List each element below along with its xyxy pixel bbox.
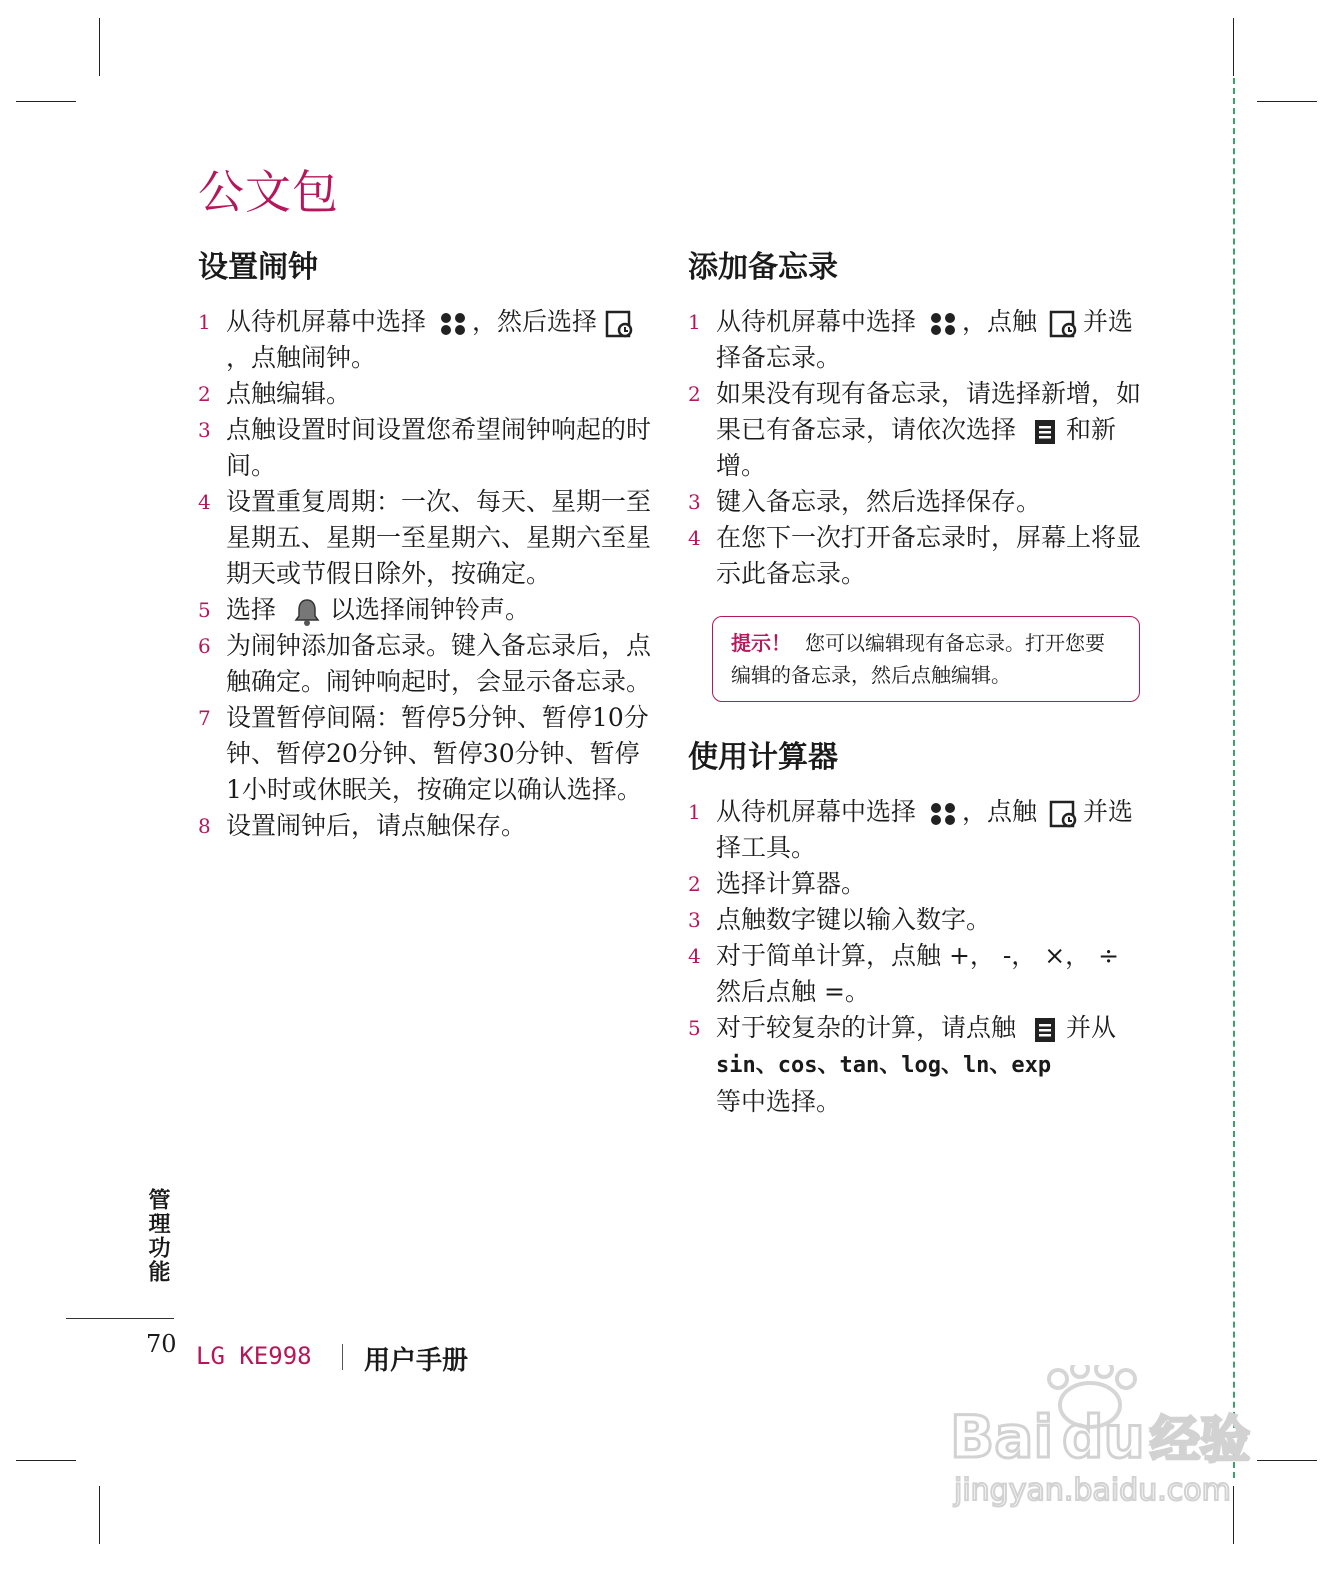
step-number: 3 [688,490,701,514]
step-text: 在您下一次打开备忘录时，屏幕上将显示此备忘录。 [716,523,1142,588]
step-number: 4 [688,944,701,968]
step-text: 等中选择。 [716,1087,842,1116]
step-text: 设置闹钟后，请点触保存。 [226,811,527,840]
organiser-icon [1049,800,1079,828]
step-text: 点触编辑。 [226,379,352,408]
step-text: ，点触 [961,307,1037,336]
step-number: 5 [198,598,211,622]
baidu-watermark-logo [940,1365,1270,1515]
step-text: 键入备忘录，然后选择保存。 [716,487,1042,516]
step-number: 4 [198,490,211,514]
step-number: 4 [688,526,701,550]
memo-steps [688,304,1143,592]
list-item [688,304,1143,376]
footer-divider [66,1318,174,1319]
footer-manual-title: 用户手册 [364,1346,469,1376]
crop-mark [99,18,100,76]
step-number: 3 [198,418,211,442]
list-item [198,376,653,412]
step-text: 以选择闹钟铃声。 [329,595,530,624]
organiser-icon [605,310,635,338]
step-text: 从待机屏幕中选择 [716,797,917,826]
step-text: 和新增。 [716,415,1116,480]
alarm-steps [198,304,653,844]
step-text: 并选择工具。 [716,797,1133,862]
step-number: 2 [198,382,211,406]
list-item [688,902,1143,938]
chapter-side-label: 管理功能 [145,1188,170,1284]
bell-icon [294,598,320,626]
step-text: 从待机屏幕中选择 [716,307,917,336]
step-text: 点触数字键以输入数字。 [716,905,992,934]
list-item [688,866,1143,902]
step-number: 3 [688,908,701,932]
step-text: 对于较复杂的计算，请点触 [716,1013,1017,1042]
step-text: 设置暂停间隔：暂停5分钟、暂停10分钟、暂停20分钟、暂停30分钟、暂停1小时或休眠关，按确定以确认选择。 [226,703,649,804]
page-title: 公文包 [198,165,339,219]
right-column [688,248,1143,1120]
step-text: 选择 [226,595,277,624]
calculator-heading: 使用计算器 [688,740,838,775]
calculator-section [688,738,1143,1120]
options-menu-icon [1034,1017,1056,1043]
list-item [198,484,653,592]
fold-guide-line [1233,78,1235,1478]
step-text: ，点触 [961,797,1037,826]
svg-text:经验: 经验 [1150,1411,1250,1469]
crop-mark [16,101,76,102]
alarm-heading: 设置闹钟 [198,250,318,285]
crop-mark [16,1460,76,1461]
step-text: ，点触闹钟。 [226,343,377,372]
step-number: 5 [688,1016,701,1040]
page-number: 70 [146,1330,177,1358]
crop-mark [99,1486,100,1544]
memo-heading: 添加备忘录 [688,250,838,285]
step-text: 对于简单计算，点触 +， -， ×， ÷然后点触 =。 [716,941,1120,1006]
step-text: 点触设置时间设置您希望闹钟响起的时间。 [226,415,652,480]
calculator-steps [688,794,1143,1120]
step-text: ，然后选择 [471,307,597,336]
list-item [688,520,1143,592]
step-text: 为闹钟添加备忘录。键入备忘录后，点触确定。闹钟响起时，会显示备忘录。 [226,631,652,696]
memo-section [688,248,1143,702]
list-item [198,592,653,628]
list-item [198,412,653,484]
tip-box [712,616,1140,702]
list-item [688,1010,1143,1120]
step-text: 并选择备忘录。 [716,307,1133,372]
list-item [198,304,653,376]
menu-grid-icon [438,312,468,336]
list-item [198,808,653,844]
svg-text:jingyan.baidu.com: jingyan.baidu.com [954,1473,1231,1508]
organiser-icon [1049,310,1079,338]
list-item [688,376,1143,484]
step-number: 7 [198,706,211,730]
svg-text:du: du [1062,1403,1145,1471]
footer-model: LG KE998 [196,1342,312,1370]
tip-label: 提示！ [731,631,791,655]
step-number: 1 [688,800,701,824]
alarm-section [198,248,653,844]
list-item [688,794,1143,866]
list-item [688,938,1143,1010]
list-item [198,628,653,700]
crop-mark [1233,18,1234,76]
step-number: 2 [688,872,701,896]
menu-grid-icon [928,802,958,826]
step-number: 1 [198,310,211,334]
step-number: 2 [688,382,701,406]
footer-separator [342,1344,343,1370]
tip-text: 您可以编辑现有备忘录。打开您要编辑的备忘录，然后点触编辑。 [731,631,1105,687]
step-number: 8 [198,814,211,838]
step-text: 从待机屏幕中选择 [226,307,427,336]
step-text: 设置重复周期：一次、每天、星期一至星期五、星期一至星期六、星期六至星期天或节假日除外，按确定。 [226,487,652,588]
step-number: 6 [198,634,211,658]
step-text: 如果没有现有备忘录，请选择新增，如果已有备忘录，请依次选择 [716,379,1142,444]
function-list: sin、cos、tan、log、ln、exp [716,1053,1052,1078]
step-text: 选择计算器。 [716,869,867,898]
list-item [688,484,1143,520]
step-text: 并从 [1065,1013,1116,1042]
svg-text:Bai: Bai [950,1403,1054,1471]
menu-grid-icon [928,312,958,336]
crop-mark [1257,101,1317,102]
list-item [198,700,653,808]
options-menu-icon [1034,419,1056,445]
step-number: 1 [688,310,701,334]
